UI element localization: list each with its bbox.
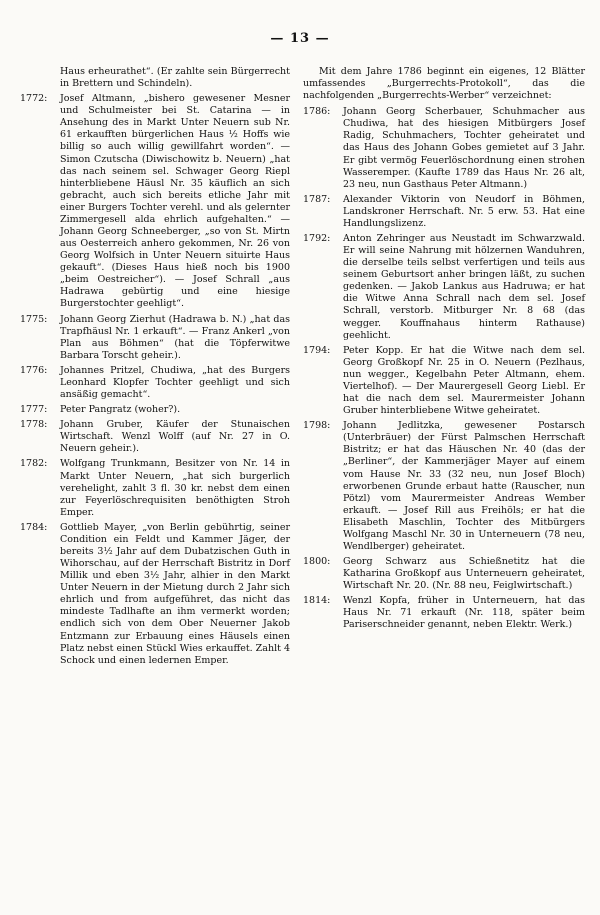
entry-year: 1814: — [303, 595, 331, 607]
entry-year: 1776: — [20, 364, 48, 376]
entry-continuation — [20, 66, 290, 90]
entry-year: 1800: — [303, 556, 331, 568]
entry-text: Josef Altmann, „bishero gewesener Mesner und Schulmeister bei St. Catarina — in Ansehung des in Markt Unter Neuern sub Nr. 61 erkaufften bürgerlichen Haus ½ Hoffs wie billig so auch willig gewillfahrt worden“. — Simon Czutscha (Diwischowitz b. Neuern) „hat das nach seinem sel. Schwager Georg Riepl hinterbliebene Häusl Nr. 35 käuflich an sich gebracht, auch sich bereits etliche Jahr mit einer Burgers Tochter verehl. und als gelernter Zimmergesell alda ehrlich aufgehalten.“ — Johann Georg Schneeberger, „so von St. Mirtn aus Oesterreich anhero gekommen, Nr. 26 von Georg Wolfsich in Unter Neuern situirte Haus gekauft“. (Dieses Haus hieß noch bis 1900 „beim Oestreicher“). — Josef Schrall „aus Hadrawa gebürtig und eine hiesige Burgerstochter geehligt“. — [60, 93, 290, 310]
entry-year: 1794: — [303, 344, 331, 356]
entry-year: 1778: — [20, 419, 48, 431]
entry-year: 1786: — [303, 106, 331, 118]
entry-year: 1792: — [303, 233, 331, 245]
entry-1776 — [20, 365, 290, 401]
entry-1794 — [303, 345, 585, 417]
right-column — [303, 66, 585, 635]
entry-text: Haus erheurathet“. (Er zahlte sein Bürgerrecht in Brettern und Schindeln). — [60, 66, 290, 90]
entry-1784 — [20, 522, 290, 667]
entry-1777 — [20, 404, 290, 416]
entry-text: Georg Schwarz aus Schießnetitz hat die Katharina Großkopf aus Unterneuern geheiratet, Wirtschaft Nr. 20. (Nr. 88 neu, Feiglwirtschaft.) — [343, 556, 585, 592]
entry-1798 — [303, 420, 585, 553]
entry-1775 — [20, 314, 290, 362]
entry-text: Anton Zehringer aus Neustadt im Schwarzwald. Er will seine Nahrung mit hölzernen Wanduhren, die derselbe teils selbst verfertigen und teils aus seinem Geburtsort anher bringen läßt, zu suchen gedenken. — Jakob Lankus aus Hadruwa; er hat die Witwe Anna Schrall nach dem sel. Josef Schrall, verstorb. Mitburger Nr. 8 68 (das wegger. Kouffnahaus hinterm Rathause) geehlicht. — [343, 233, 585, 341]
entry-year: 1782: — [20, 458, 48, 470]
entry-1800 — [303, 556, 585, 592]
entry-1782 — [20, 458, 290, 518]
entry-1787 — [303, 194, 585, 230]
entry-text: Johann Georg Zierhut (Hadrawa b. N.) „hat das Trapfhäusl Nr. 1 erkauft“. — Franz Ankerl „von Plan aus Böhmen“ (hat die Töpferwitwe Barbara Torscht geheir.). — [60, 313, 290, 361]
entry-1814 — [303, 595, 585, 631]
entry-year: 1787: — [303, 193, 331, 205]
entry-1778 — [20, 419, 290, 455]
entry-text: Peter Pangratz (woher?). — [60, 404, 181, 416]
entry-year: 1777: — [20, 404, 48, 416]
entry-text: Johann Gruber, Käufer der Stunaischen Wirtschaft. Wenzl Wolff (auf Nr. 27 in O. Neuern geheir.). — [60, 419, 290, 455]
entry-text: Gottlieb Mayer, „von Berlin gebührtig, seiner Condition ein Feldt und Kammer Jäger, der bereits 3½ Jahr auf dem Dubatzischen Guth in Wihorschau, auf der Herrschaft Bistritz in Dorf Millik und eben 3½ Jahr, alhier in den Markt Unter Neuern in der Mietung durch 2 Jahr sich ehrlich und from aufgeführet, das nicht das mindeste Tadlhafte an ihm vermerkt worden; endlich sich von dem Ober Neuerner Jakob Entzmann zur Erbauung eines Häusels einen Platz nebst einen Stückl Wies erkauffet. Zahlt 4 Schock und einen ledernen Emper. — [60, 521, 290, 666]
entry-year: 1775: — [20, 313, 48, 325]
entry-text: Wolfgang Trunkmann, Besitzer von Nr. 14 in Markt Unter Neuern, „hat sich burgerlich verehelight, zahlt 3 fl. 30 kr. nebst dem einen zur Feyerlöschrequisiten benöthigten Stroh Emper. — [60, 458, 290, 518]
entry-text: Johannes Pritzel, Chudiwa, „hat des Burgers Leonhard Klopfer Tochter geehligt und sich ansäßig gemacht“. — [60, 364, 290, 401]
entry-text: Peter Kopp. Er hat die Witwe nach dem sel. Georg Großkopf Nr. 25 in O. Neuern (Pezlhaus, nun wegger., Kegelbahn Peter Altmann, ehem. Viertelhof). — Der Maurergesell Georg Liebl. Er hat die nach dem sel. Maurermeister Johann Gruber hinterbliebene Witwe geheiratet. — [343, 344, 585, 417]
entry-text: Johann Georg Scherbauer, Schuhmacher aus Chudiwa, hat des hiesigen Mitbürgers Josef Radig, Schuhmachers, Tochter geheiratet und das Haus des Johann Gobes gemietet auf 3 Jahr. Er gibt vermög Feuerlöschordnung einen strohen Wasseremper. (Kaufte 1789 das Haus Nr. 26 alt, 23 neu, nun Gasthaus Peter Altmann.) — [343, 106, 585, 190]
entry-text: Johann Jedlitzka, gewesener Postarsch (Unterbräuer) der Fürst Palmschen Herrschaft Bistritz; er hat das Häuschen Nr. 40 (das der „Berliner“, der Kammerjäger Mayer auf einem vom Hause Nr. 33 (32 neu, nun Josef Bloch) erworbenen Grunde erbaut hatte (Rauscher, nun Pötzl) vom Maurermeister Andreas Wember erkauft. — Josef Rill aus Freihöls; er hat die Elisabeth Maschlin, Tochter des Mitbürgers Wolfgang Maschl Nr. 30 in Unterneuern (78 neu, Wendlberger) geheiratet. — [343, 420, 585, 552]
entry-1772 — [20, 93, 290, 310]
entry-text: Alexander Viktorin von Neudorf in Böhmen, Landskroner Herrschaft. Nr. 5 erw. 53. Hat eine Handlungslizenz. — [343, 193, 585, 229]
entry-year: 1784: — [20, 521, 48, 533]
page-number: — 13 — — [270, 31, 330, 46]
intro-paragraph: Mit dem Jahre 1786 beginnt ein eigenes, 12 Blätter umfassendes „Burgerrechts-Protokoll“, das die nachfolgenden „Burgerrechts-Werber“ verzeichnet: — [303, 66, 585, 102]
entry-year: 1798: — [303, 420, 331, 432]
entry-year: 1772: — [20, 93, 48, 105]
entry-text: Wenzl Kopfa, früher in Unterneuern, hat das Haus Nr. 71 erkauft (Nr. 118, später beim Pariserschneider genannt, neben Elektr. Werk.) — [343, 595, 585, 631]
entry-1792 — [303, 233, 585, 342]
left-column — [20, 66, 290, 670]
entry-1786 — [303, 106, 585, 191]
